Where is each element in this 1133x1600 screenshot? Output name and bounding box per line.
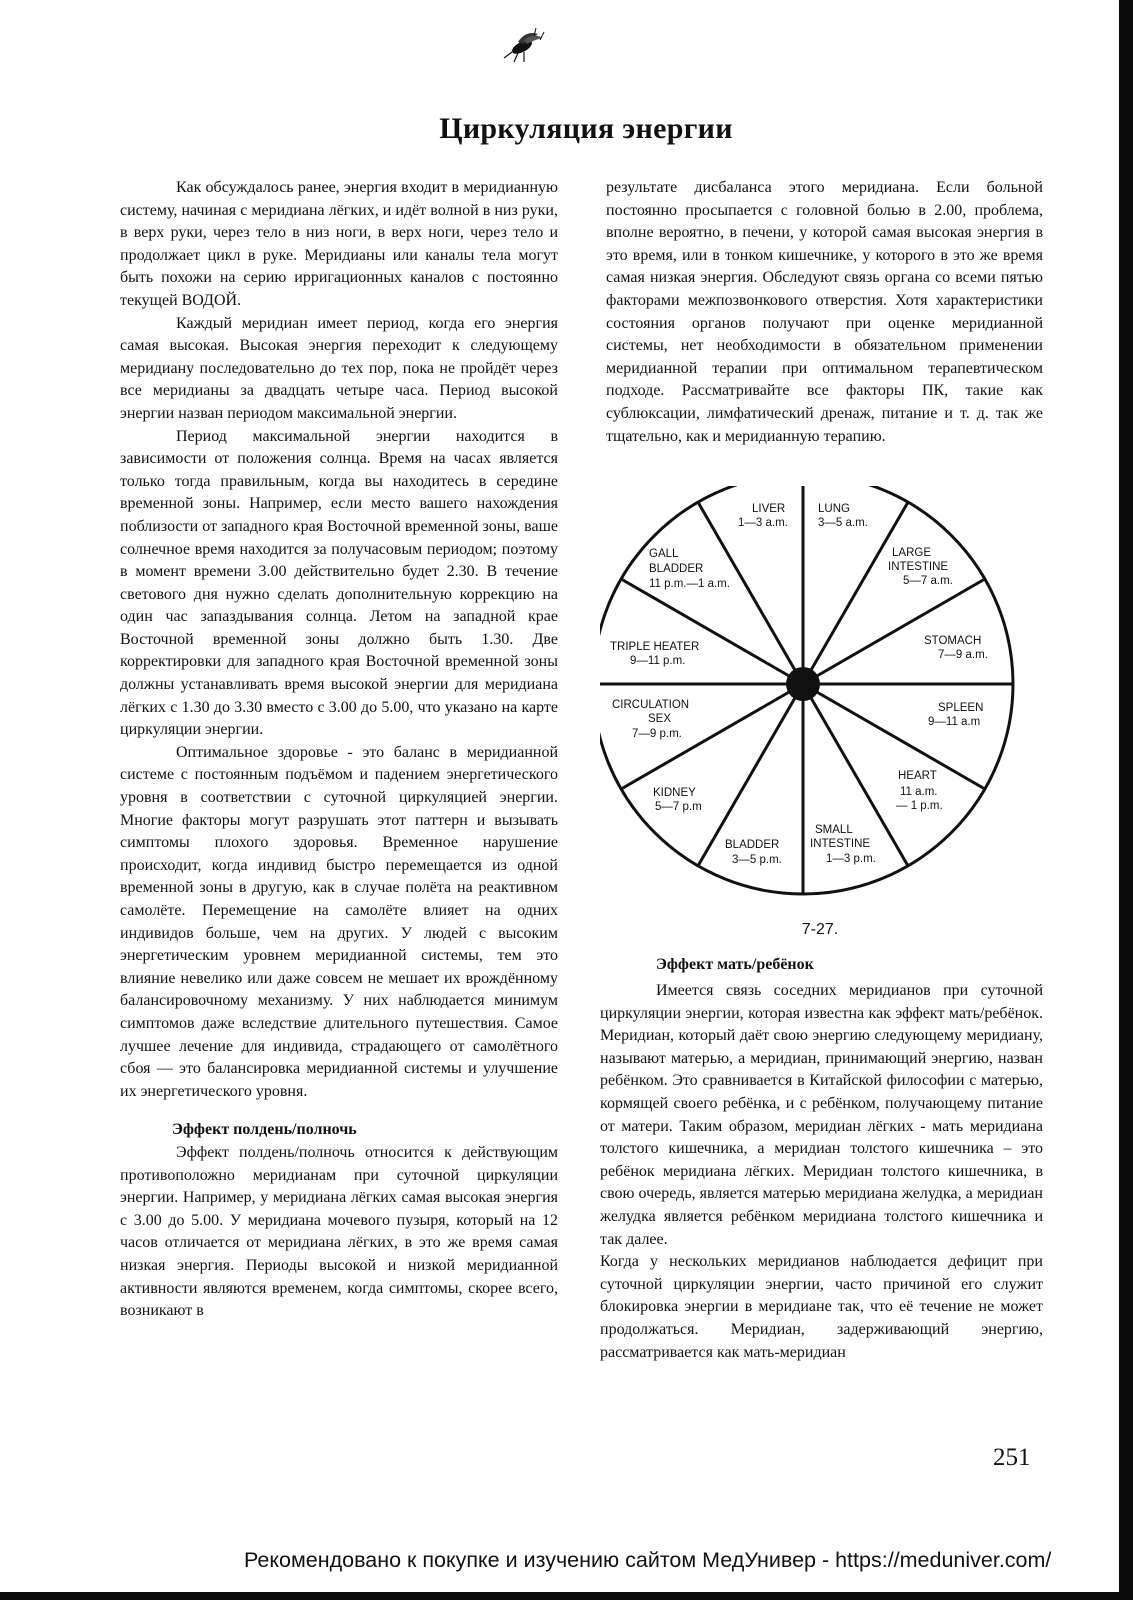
page-number: 251: [993, 1444, 1031, 1471]
segment-label-triple-heater: TRIPLE HEATER 9—11 p.m.: [610, 641, 700, 667]
paragraph: Имеется связь соседних меридианов при суточной циркуляции энергии, которая известна как эффект мать/ребёнок. Меридиан, который даёт свою энергию следующему меридиану, называют матерью, а меридиан, принимающий энергию, назван ребёнком. Это сравнивается в Китайской философии с матерью, кормящей своего ребёнка, и с ребёнком, получающему питание от матери. Таким образом, меридиан лёгких - мать меридиана толстого кишечника, а меридиан толстого кишечника – это ребёнок меридиана лёгких. Меридиан толстого кишечника, в свою очередь, является матерью меридиана желудка, а меридиан желудка является ребёнком меридиана толстого кишечника и так далее.: [600, 982, 1043, 1248]
paragraph: Период максимальной энергии находится в зависимости от положения солнца. Время на часах является только тогда правильным, когда вы находитесь в середине временной зоны. Например, если место вашего нахождения поблизости от западного края Восточной временной зоны, ваше солнечное время находится за получасовым периодом; поэтому в момент времени 3.00 действительно будет 2.30. В течение светового дня нужно сделать дополнительную коррекцию на один час запаздывания солнца. Летом на западной крае Восточной временной зоны должно быть 1.30. Две корректировки для западного края Восточной временной зоны должны устанавливать время высокой энергии для меридиана лёгких с 1.30 до 3.30 вместо с 3.00 до 5.00, что указано на карте циркуляции энергии.: [120, 427, 558, 739]
segment-label-small-intestine: SMALL INTESTINE 1—3 p.m.: [810, 824, 876, 865]
paragraph: Оптимальное здоровье - это баланс в меридианной системе с постоянным подъёмом и падением энергетического уровня в соответствии с суточной циркуляцией энергии. Многие факторы могут разрушать этот паттерн и вызывать симптомы плохого здоровья. Временное нарушение происходит, когда индивид быстро перемещается из одной временной зоны в другую, как в случае полёта на реактивном самолёте. Перемещение на самолёте влияет на одних индивидов больше, чем на других. У людей с высоким энергетическим уровнем меридианной системы, тем это влияние невелико или даже совсем не мешает их врождённому балансировочному механизму. У них наблюдается минимум симптомов даже вследствие длительного путешествия. Самое лучшее лечение для индивида, страдающего от самолётного сбоя — это балансировка меридианной системы и улучшение их энергетического уровня.: [120, 743, 558, 1100]
paragraph: Когда у нескольких меридианов наблюдается дефицит при суточной циркуляции энергии, часто причиной его служит блокировка энергии в меридиане так, что её течение не может продолжаться. Меридиан, задерживающий энергию, рассматривается как мать-меридиан: [600, 1253, 1043, 1361]
clock-spoke: [803, 579, 985, 684]
clock-spoke: [621, 579, 803, 684]
segment-label-lung: LUNG 3—5 a.m.: [818, 503, 868, 529]
paragraph: Эффект полдень/полночь относится к действующим противоположно меридианам при суточной циркуляции энергии. Например, у меридиана лёгких самая высокая энергия с 3.00 до 5.00. У меридиана мочевого пузыря, который на 12 часов отличается от меридиана лёгких, в это же время самая низкая энергия. Периоды высокой и низкой меридианной активности являются временем, когда симптомы, скорее всего, возникают в: [120, 1143, 558, 1320]
meridian-clock-diagram: [600, 486, 1050, 916]
scan-edge-bottom: [0, 1592, 1133, 1600]
segment-label-bladder: BLADDER 3—5 p.m.: [725, 839, 782, 866]
segment-label-spleen: SPLEEN 9—11 a.m: [928, 702, 984, 728]
fly-ornament-icon: [498, 26, 546, 66]
clock-spoke: [698, 502, 803, 684]
footer-recommendation: Рекомендовано к покупке и изучению сайтом МедУнивер - https://meduniver.com/: [244, 1548, 1052, 1572]
segment-label-stomach: STOMACH 7—9 a.m.: [924, 635, 988, 661]
segment-label-gall-bladder: GALL BLADDER 11 p.m.—1 a.m.: [649, 548, 730, 590]
paragraph: Как обсуждалось ранее, энергия входит в меридианную систему, начиная с меридиана лёгких, и идёт волной в низ руки, в верх руки, через тело в низ ноги, в верх ноги, через тело и продолжает цикл в руке. Меридианы или каналы тела могут быть похожи на серию ирригационных каналов с постоянно текущей ВОДОЙ.: [120, 179, 558, 309]
clock-center-hub: [786, 667, 820, 701]
paragraph: результате дисбаланса этого меридиана. Если больной постоянно просыпается с головной болью в 2.00, проблема, вполне вероятно, в печени, у которой самая высокая энергия в это время, или в тонком кишечнике, у которого в это же время самая низкая энергия. Обследуют связь органа со всеми пятью факторами межпозвонкового отверстия. Хотя характеристики состояния органов получают при оценке меридианной системы, нет необходимости в обязательном применении меридианной терапии при оптимальном терапевтическом подходе. Рассматривайте все факторы ПК, такие как сублюксации, лимфатический дренаж, питание и т. д. так же тщательно, как и меридианную терапию.: [606, 179, 1043, 445]
section-heading: Эффект полдень/полночь: [172, 1121, 357, 1139]
right-column-bottom: [600, 980, 1043, 1364]
paragraph: Каждый меридиан имеет период, когда его энергия самая высокая. Высокая энергия переходит к следующему меридиану последовательно до тех пор, пока не пройдёт через все меридианы за двадцать четыре часа. Период высокой энергии назван периодом максимальной энергии.: [120, 314, 558, 422]
right-column-top: [606, 177, 1043, 448]
scan-edge-right: [1119, 0, 1133, 1600]
clock-spoke: [803, 502, 908, 684]
clock-spoke: [803, 684, 985, 789]
segment-label-heart: HEART 11 a.m. — 1 p.m.: [896, 770, 943, 812]
segment-label-large-intestine: LARGE INTESTINE 5—7 a.m.: [888, 547, 953, 587]
segment-label-kidney: KIDNEY 5—7 p.m: [653, 787, 702, 813]
page-title: Циркуляция энергии: [439, 112, 733, 145]
segment-label-liver: LIVER 1—3 a.m.: [738, 503, 788, 529]
figure-caption: 7-27.: [801, 921, 839, 938]
left-column: [120, 177, 558, 1323]
segment-label-circulation-sex: CIRCULATION SEX 7—9 p.m.: [612, 699, 690, 740]
section-heading: Эффект мать/ребёнок: [656, 956, 814, 973]
meridian-clock-svg: [600, 486, 1050, 916]
